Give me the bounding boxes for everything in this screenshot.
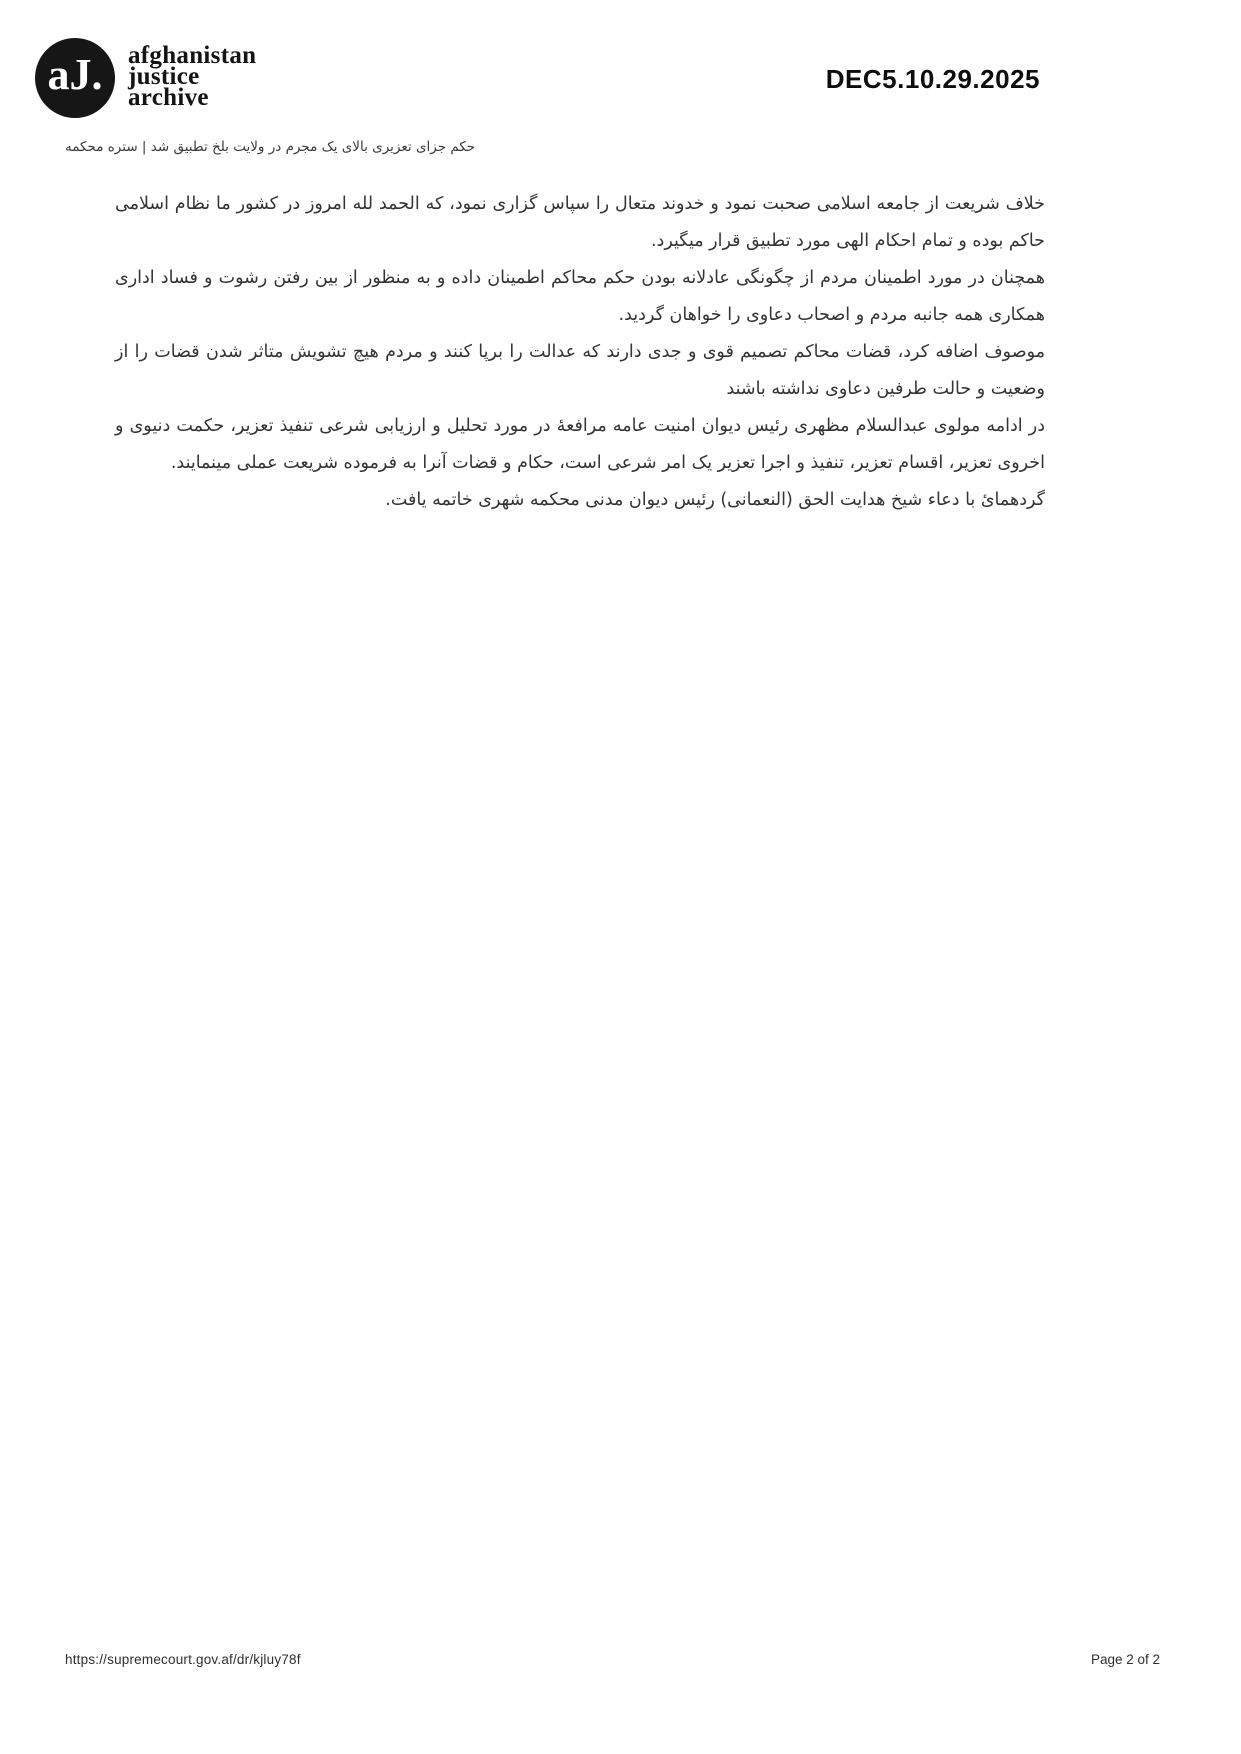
document-date: DEC5.10.29.2025	[825, 64, 1040, 94]
paragraph-2: همچنان در مورد اطمینان مردم از چگونگی عادلانه بودن حکم محاکم اطمینان داده و به منظور از بین رفتن رشوت و فساد اداری همکاری همه جانبه مردم و اصحاب دعاوی را خواهان گردید.	[115, 268, 1045, 325]
aja-logo	[35, 38, 256, 118]
source-url: https://supremecourt.gov.af/dr/kjluy78f	[65, 1652, 301, 1667]
wordmark-line-1: afghanistan	[128, 42, 257, 69]
article-body	[115, 186, 1045, 519]
page-number: Page 2 of 2	[1090, 1652, 1160, 1667]
aja-logo-monogram: aJ.	[47, 50, 103, 99]
paragraph-5: گردهمائ با دعاء شیخ هدایت الحق (النعمانی) رئیس دیوان مدنی محکمه شهری خاتمه یافت.	[385, 490, 1045, 510]
paragraph-1: خلاف شریعت از جامعه اسلامی صحبت نمود و خدوند متعال را سپاس گزاری نمود، که الحمد لله امروز در کشور ما نظام اسلامی حاکم بوده و تمام احکام الهی مورد تطبیق قرار میگیرد.	[115, 194, 1045, 251]
aja-logo-icon	[35, 38, 115, 118]
paragraph-3: موصوف اضافه کرد، قضات محاکم تصمیم قوی و جدی دارند که عدالت را برپا کنند و مردم هیچ تشویش متاثر شدن قضات را از وضعیت و حالت طرفین دعاوی نداشته باشند	[115, 342, 1045, 399]
document-title-caption: حکم جزای تعزیری بالای یک مجرم در ولایت بلخ تطبیق شد | ستره محکمه	[65, 139, 476, 155]
wordmark-line-3: archive	[128, 84, 209, 111]
paragraph-4: در ادامه مولوی عبدالسلام مظهری رئیس دیوان امنیت عامه مرافعهٔ در مورد تحلیل و ارزیابی شرعی تنفیذ تعزیر، حکمت دنیوی و اخروی تعزیر، اقسام تعزیر، تنفیذ و اجرا تعزیر یک امر شرعی است، حکام و قضات آنرا به فرموده شریعت عملی مینمایند.	[115, 416, 1045, 473]
wordmark-line-2: justice	[128, 63, 200, 90]
aja-logo-wordmark	[128, 38, 257, 111]
